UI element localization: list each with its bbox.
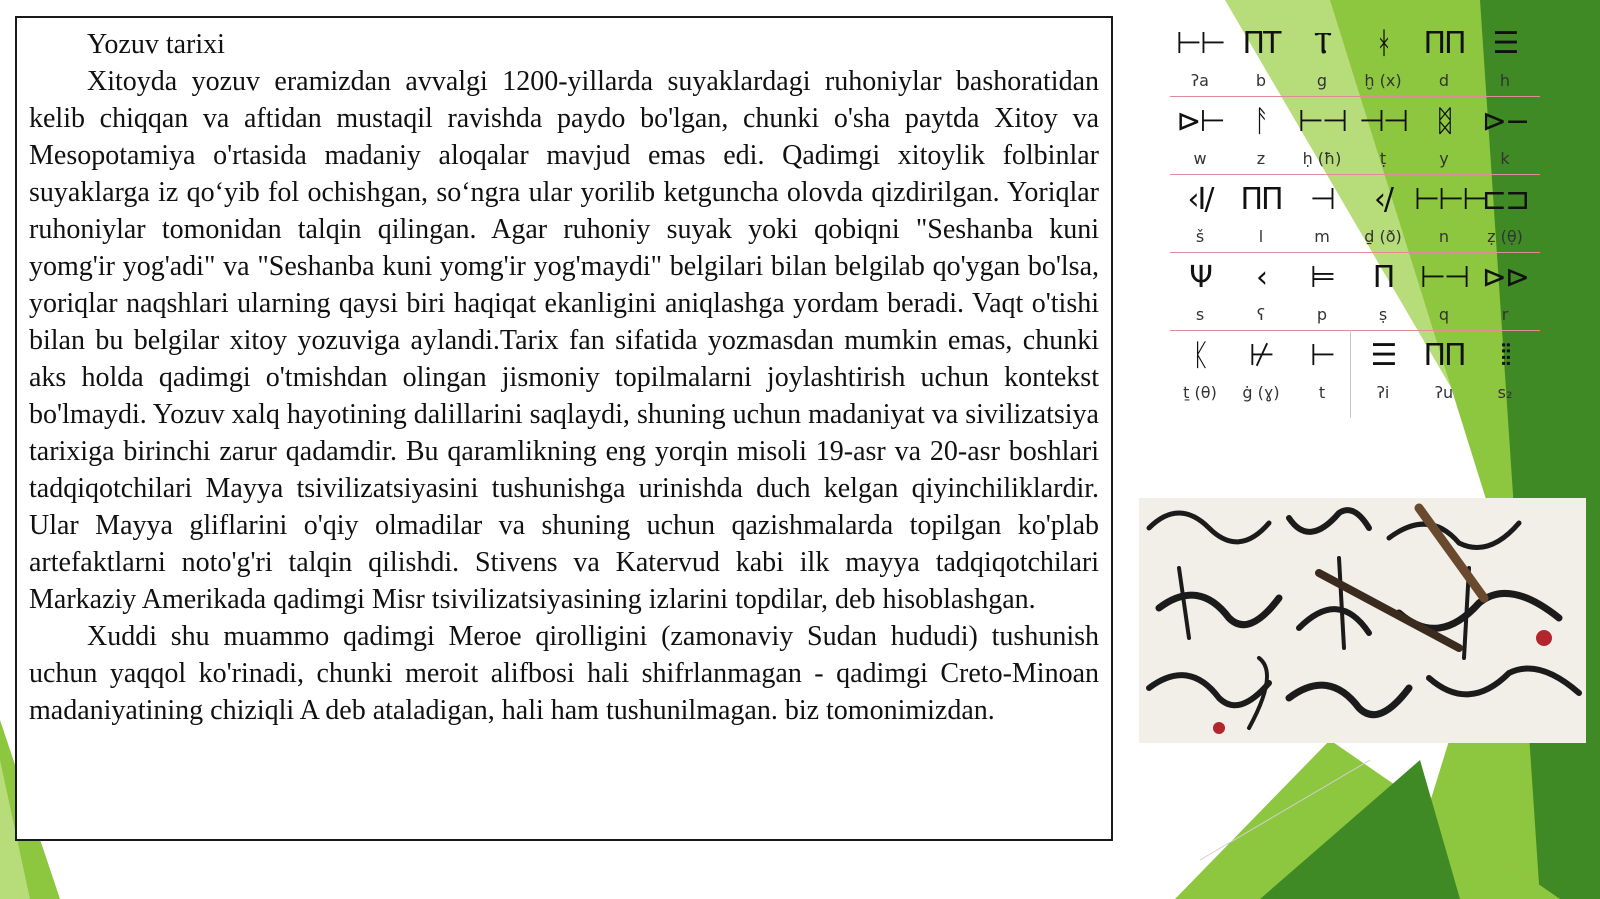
alphabet-chart: [1170, 22, 1545, 442]
alphabet-transliteration: h: [1499, 71, 1511, 90]
alphabet-cell: [1292, 100, 1352, 174]
alphabet-glyph: ‹: [1256, 260, 1266, 295]
alphabet-row-divider: [1170, 174, 1540, 175]
alphabet-transliteration: y: [1439, 149, 1449, 168]
alphabet-cell: [1353, 334, 1413, 408]
alphabet-glyph: ⊏⊐: [1481, 182, 1529, 217]
alphabet-glyph: ☰: [1370, 338, 1396, 373]
alphabet-transliteration: l: [1258, 227, 1264, 246]
alphabet-glyph: ΠΠ: [1423, 338, 1465, 373]
text-box: [15, 16, 1113, 841]
alphabet-row-divider: [1170, 96, 1540, 97]
alphabet-cell: [1353, 256, 1413, 330]
alphabet-glyph: ⊣: [1309, 182, 1335, 217]
alphabet-glyph: ⊨: [1309, 260, 1335, 295]
alphabet-transliteration: ġ (ɣ): [1242, 383, 1280, 402]
alphabet-transliteration: g: [1316, 71, 1328, 90]
alphabet-transliteration: ṯ (θ): [1183, 383, 1217, 402]
alphabet-glyph: ⊢⊣: [1419, 260, 1469, 295]
alphabet-glyph: ᚼ: [1375, 26, 1391, 61]
alphabet-cell: [1292, 22, 1352, 96]
alphabet-cell: [1475, 22, 1535, 96]
alphabet-glyph: ⊬: [1248, 338, 1274, 373]
alphabet-cell: [1231, 178, 1291, 252]
alphabet-glyph: Ⲧ: [1313, 26, 1331, 61]
alphabet-glyph: ⊢⊢⊢: [1414, 182, 1487, 217]
alphabet-cell: [1170, 22, 1230, 96]
alphabet-cell: [1170, 334, 1230, 408]
alphabet-transliteration: s₂: [1497, 383, 1513, 402]
alphabet-transliteration: r: [1501, 305, 1509, 324]
alphabet-transliteration: ʔi: [1376, 383, 1390, 402]
alphabet-transliteration: ẓ (θ̣): [1487, 227, 1523, 246]
alphabet-cell: [1353, 178, 1413, 252]
alphabet-cell: [1475, 178, 1535, 252]
alphabet-cell: [1231, 334, 1291, 408]
alphabet-glyph: ΠΤ: [1242, 26, 1280, 61]
alphabet-glyph: ⊣⊣: [1358, 104, 1408, 139]
alphabet-cell: [1414, 334, 1474, 408]
alphabet-transliteration: z: [1256, 149, 1266, 168]
alphabet-transliteration: t: [1318, 383, 1326, 402]
alphabet-transliteration: ṭ: [1379, 149, 1387, 168]
alphabet-transliteration: b: [1255, 71, 1267, 90]
alphabet-transliteration: k: [1500, 149, 1510, 168]
paragraph-1: Xitoyda yozuv eramizdan avvalgi 1200-yillarda suyaklardagi ruhoniylar bashoratidan kelib chiqqan va aftidan mustaqil ravishda paydo bo'lgan, chunki o'sha paytda Xitoy va Mesopotamiya o'rtasida madaniy aloqalar mavjud emas edi. Qadimgi xitoylik folbinlar suyaklarga iz qo‘yib fol ochishgan, so‘ngra ular yorilib ketguncha olovda qizdirilgan. Yoriqlar ruhoniylar tomonidan talqin qilingan. Agar ruhoniy suyak yoki qobiqni "Seshanba kuni yomg'ir yog'adi" va "Seshanba kuni yomg'ir yog'maydi" belgilari bilan belgilab qo'ygan bo'lsa, yoriqlar naqshlari ularning qaysi biri haqiqat ekanligini aniqlashga yordam beradi. Vaqt o'tishi bilan bu belgilar xitoy yozuviga aylandi.Tarix fan sifatida yozmasdan mumkin emas, chunki aks holda qadimgi o'tmishdan olingan jismoniy topilmalarni joylashtirish uchun kontekst bo'lmaydi. Yozuv xalq hayotining dalillarini saqlaydi, shuning uchun madaniyat va sivilizatsiya tarixiga birinchi zarur qadamdir. Bu qaramlikning eng yorqin misoli 19-asr va 20-asr boshlari tadqiqotchilari Mayya tsivilizatsiyasini tushunishga urinishda duch kelgan qiyinchiliklardir. Ular Mayya gliflarini o'qiy olmadilar va shuning uchun qazishmalarda topilgan ko'plab artefaktlarni noto'g'ri talqin qilishdi. Stivens va Katervud kabi ilk mayya tadqiqotchilari Markaziy Amerikada qadimgi Misr tsivilizatsiyasining izlarini topdilar, deb hisoblashgan.: [29, 66, 1099, 615]
alphabet-cell: [1231, 256, 1291, 330]
alphabet-glyph: Π: [1372, 260, 1394, 295]
alphabet-glyph: ⊢: [1309, 338, 1335, 373]
alphabet-transliteration: ḫ (x): [1364, 71, 1402, 90]
alphabet-cell: [1292, 178, 1352, 252]
alphabet-cell: [1231, 22, 1291, 96]
alphabet-transliteration: s: [1195, 305, 1205, 324]
calligraphy-image: [1139, 498, 1586, 743]
alphabet-glyph: ΠΠ: [1240, 182, 1282, 217]
alphabet-transliteration: q: [1438, 305, 1450, 324]
alphabet-row-divider: [1170, 252, 1540, 253]
alphabet-transliteration: p: [1316, 305, 1328, 324]
alphabet-glyph: Ψ: [1189, 260, 1211, 295]
alphabet-cell: [1231, 100, 1291, 174]
alphabet-column-divider: [1350, 330, 1351, 418]
alphabet-glyph: ᛥ: [1436, 104, 1452, 139]
alphabet-glyph: ⊢⊣: [1297, 104, 1347, 139]
alphabet-cell: [1414, 22, 1474, 96]
alphabet-glyph: ΠΠ: [1423, 26, 1465, 61]
paragraph-2: Xuddi shu muammo qadimgi Meroe qirolligini (zamonaviy Sudan hududi) tushunish uchun yaqqol ko'rinadi, chunki meroit alifbosi hali shifrlanmagan - qadimgi Creto-Minoan madaniyatining chiziqli A deb ataladigan, hali ham tushunilmagan. biz tomonimizdan.: [29, 621, 1099, 726]
alphabet-transliteration: ṣ: [1378, 305, 1388, 324]
alphabet-transliteration: ʔa: [1191, 71, 1209, 90]
alphabet-cell: [1353, 100, 1413, 174]
alphabet-transliteration: n: [1438, 227, 1450, 246]
alphabet-transliteration: ʕ: [1256, 305, 1266, 324]
alphabet-glyph: ⊳−: [1481, 104, 1529, 139]
alphabet-transliteration: m: [1314, 227, 1330, 246]
alphabet-transliteration: w: [1193, 149, 1207, 168]
alphabet-transliteration: ḥ (ħ): [1302, 149, 1342, 168]
alphabet-cell: [1170, 100, 1230, 174]
alphabet-glyph: ☰: [1492, 26, 1518, 61]
alphabet-cell: [1170, 178, 1230, 252]
alphabet-transliteration: ḏ (ð): [1364, 227, 1402, 246]
alphabet-glyph: ‹Ⅰ/: [1187, 182, 1213, 217]
alphabet-glyph: ⦙⦙: [1500, 338, 1510, 373]
alphabet-glyph: ⊳⊢: [1176, 104, 1224, 139]
alphabet-cell: [1170, 256, 1230, 330]
alphabet-cell: [1414, 178, 1487, 252]
alphabet-glyph: ⊢⊢: [1175, 26, 1225, 61]
alphabet-cell: [1414, 100, 1474, 174]
alphabet-glyph: ᚨ: [1253, 104, 1269, 139]
alphabet-glyph: ᛕ: [1192, 338, 1208, 373]
alphabet-cell: [1414, 256, 1474, 330]
alphabet-cell: [1353, 22, 1413, 96]
alphabet-cell: [1475, 256, 1535, 330]
document-title: Yozuv tarixi: [87, 29, 225, 60]
alphabet-cell: [1475, 100, 1535, 174]
alphabet-transliteration: d: [1438, 71, 1450, 90]
alphabet-glyph: ‹/: [1373, 182, 1393, 217]
alphabet-transliteration: š: [1195, 227, 1205, 246]
calligraphy-drawing: [1139, 498, 1586, 743]
alphabet-cell: [1475, 334, 1535, 408]
alphabet-transliteration: ʔu: [1434, 383, 1454, 402]
alphabet-cell: [1292, 256, 1352, 330]
alphabet-glyph: ⊳⊳: [1481, 260, 1529, 295]
alphabet-row-divider: [1170, 330, 1540, 331]
alphabet-cell: [1292, 334, 1352, 408]
